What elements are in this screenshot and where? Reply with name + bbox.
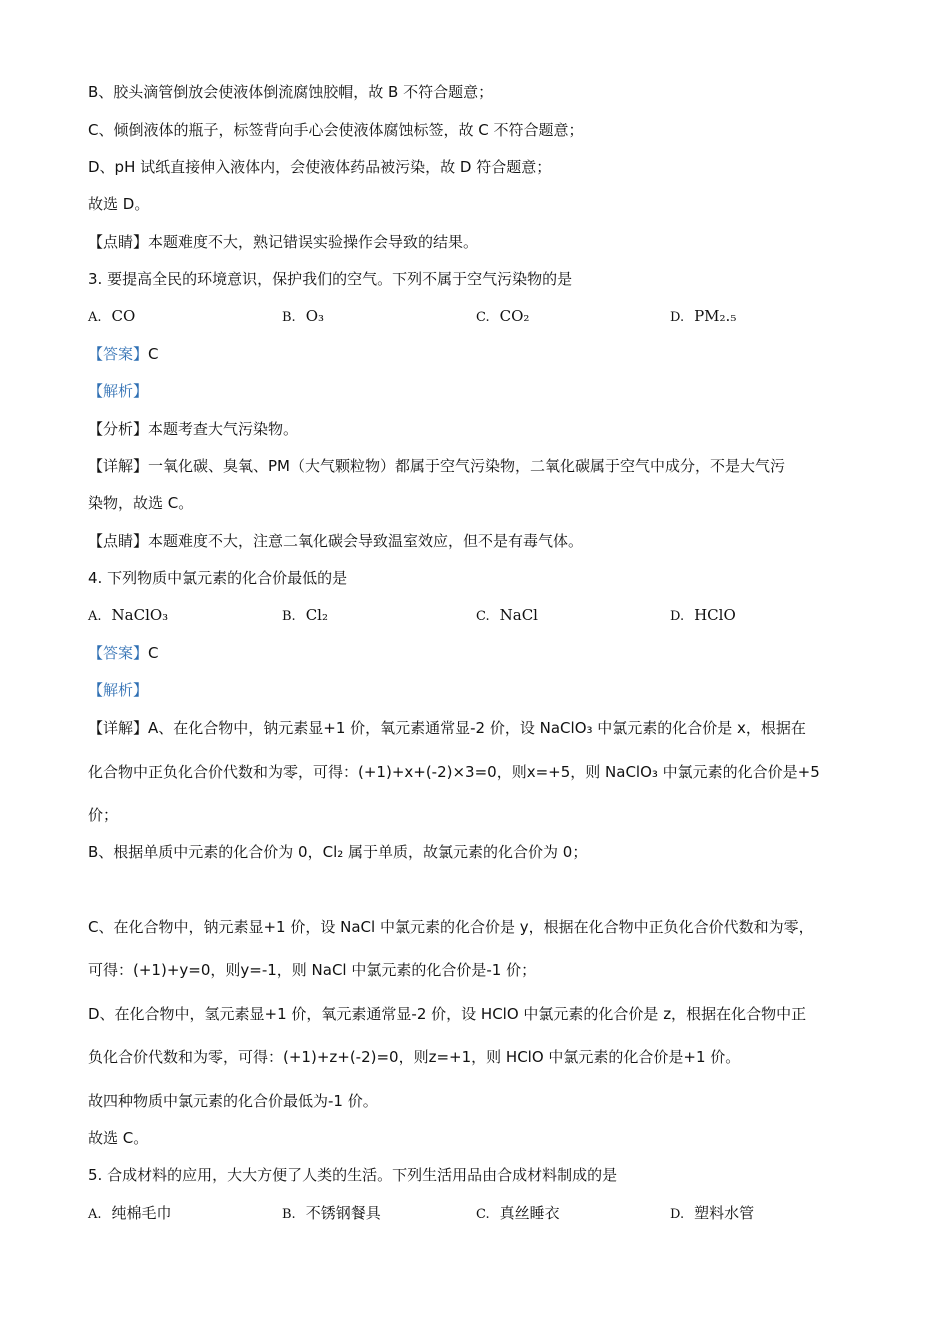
- q4-detail-a: 【详解】A、在化合物中，钠元素显+1 价，氧元素通常显-2 价，设 NaClO₃ 中氯元素的化合价是 x，根据在: [88, 719, 806, 737]
- answer-tag: 【答案】: [88, 644, 149, 662]
- option-letter: C.: [476, 1207, 490, 1222]
- q4-option-d: [670, 605, 736, 627]
- option-value: 塑料水管: [694, 1204, 755, 1222]
- option-letter: B.: [282, 609, 296, 624]
- q4-detail-b: B、根据单质中元素的化合价为 0，Cl₂ 属于单质，故氯元素的化合价为 0；: [88, 843, 588, 861]
- option-letter: A.: [88, 609, 102, 624]
- q3-option-d: [670, 306, 736, 328]
- q4-detail-c: C、在化合物中，钠元素显+1 价，设 NaCl 中氯元素的化合价是 y，根据在化合物中正负化合价代数和为零，: [88, 918, 814, 936]
- q4-option-a: [88, 605, 168, 627]
- q4-answer: [88, 643, 159, 663]
- option-value: NaCl: [499, 606, 538, 624]
- q4-option-c: [476, 605, 538, 627]
- text-line: D、pH 试纸直接伸入液体内，会使液体药品被污染，故 D 符合题意；: [88, 158, 552, 176]
- question-3: 3. 要提高全民的环境意识，保护我们的空气。下列不属于空气污染物的是: [88, 270, 573, 288]
- option-value: CO: [111, 307, 136, 325]
- option-letter: A.: [88, 1207, 102, 1222]
- q5-option-a: [88, 1203, 172, 1225]
- q3-detail: 染物，故选 C。: [88, 494, 194, 512]
- option-letter: B.: [282, 1207, 296, 1222]
- q5-option-d: [670, 1203, 754, 1225]
- option-value: 纯棉毛巾: [111, 1204, 172, 1222]
- option-letter: A.: [88, 310, 102, 325]
- text-line: B、胶头滴管倒放会使液体倒流腐蚀胶帽，故 B 不符合题意；: [88, 83, 494, 101]
- q4-detail-c: 可得：(+1)+y=0，则y=-1，则 NaCl 中氯元素的化合价是-1 价；: [88, 961, 537, 979]
- q5-option-c: [476, 1203, 560, 1225]
- option-value: HClO: [694, 606, 736, 624]
- text-line: C、倾倒液体的瓶子，标签背向手心会使液体腐蚀标签，故 C 不符合题意；: [88, 121, 584, 139]
- q3-option-b: [282, 306, 324, 328]
- answer-value: C: [148, 644, 159, 662]
- q4-detail-a: 价；: [88, 806, 119, 824]
- option-letter: C.: [476, 310, 490, 325]
- option-value: O₃: [305, 307, 324, 325]
- q3-option-a: [88, 306, 135, 328]
- option-value: 不锈钢餐具: [305, 1204, 381, 1222]
- question-5: 5. 合成材料的应用，大大方便了人类的生活。下列生活用品由合成材料制成的是: [88, 1166, 618, 1184]
- q3-option-c: [476, 306, 529, 328]
- q3-detail: 【详解】一氧化碳、臭氧、PM（大气颗粒物）都属于空气污染物，二氧化碳属于空气中成分，不是大气污: [88, 457, 785, 475]
- option-value: NaClO₃: [111, 606, 169, 624]
- q4-summary: 故四种物质中氯元素的化合价最低为-1 价。: [88, 1092, 378, 1110]
- option-value: Cl₂: [305, 606, 328, 624]
- q4-detail-d: 负化合价代数和为零，可得：(+1)+z+(-2)=0，则z=+1，则 HClO 中氯元素的化合价是+1 价。: [88, 1048, 741, 1066]
- option-letter: B.: [282, 310, 296, 325]
- option-letter: D.: [670, 310, 685, 325]
- tip-line: 【点睛】本题难度不大，熟记错误实验操作会导致的结果。: [88, 233, 479, 251]
- q4-detail-d: D、在化合物中，氢元素显+1 价，氧元素通常显-2 价，设 HClO 中氯元素的化合价是 z，根据在化合物中正: [88, 1005, 807, 1023]
- q3-tip: 【点睛】本题难度不大，注意二氧化碳会导致温室效应，但不是有毒气体。: [88, 532, 584, 550]
- text-line: 故选 D。: [88, 195, 150, 213]
- answer-value: C: [148, 345, 159, 363]
- q4-detail-a: 化合物中正负化合价代数和为零，可得：(+1)+x+(-2)×3=0，则x=+5，则 NaClO₃ 中氯元素的化合价是+5: [88, 763, 820, 781]
- q4-analysis-tag: 【解析】: [88, 681, 149, 699]
- q4-choose: 故选 C。: [88, 1129, 149, 1147]
- q5-option-b: [282, 1203, 381, 1225]
- q3-answer: [88, 344, 159, 364]
- option-letter: C.: [476, 609, 490, 624]
- question-4: 4. 下列物质中氯元素的化合价最低的是: [88, 569, 348, 587]
- q4-option-b: [282, 605, 328, 627]
- option-letter: D.: [670, 1207, 685, 1222]
- option-value: 真丝睡衣: [499, 1204, 560, 1222]
- option-value: CO₂: [499, 307, 530, 325]
- option-letter: D.: [670, 609, 685, 624]
- q3-analysis-tag: 【解析】: [88, 382, 149, 400]
- option-value: PM₂.₅: [694, 307, 737, 325]
- q3-fenxi: 【分析】本题考查大气污染物。: [88, 420, 299, 438]
- answer-tag: 【答案】: [88, 345, 149, 363]
